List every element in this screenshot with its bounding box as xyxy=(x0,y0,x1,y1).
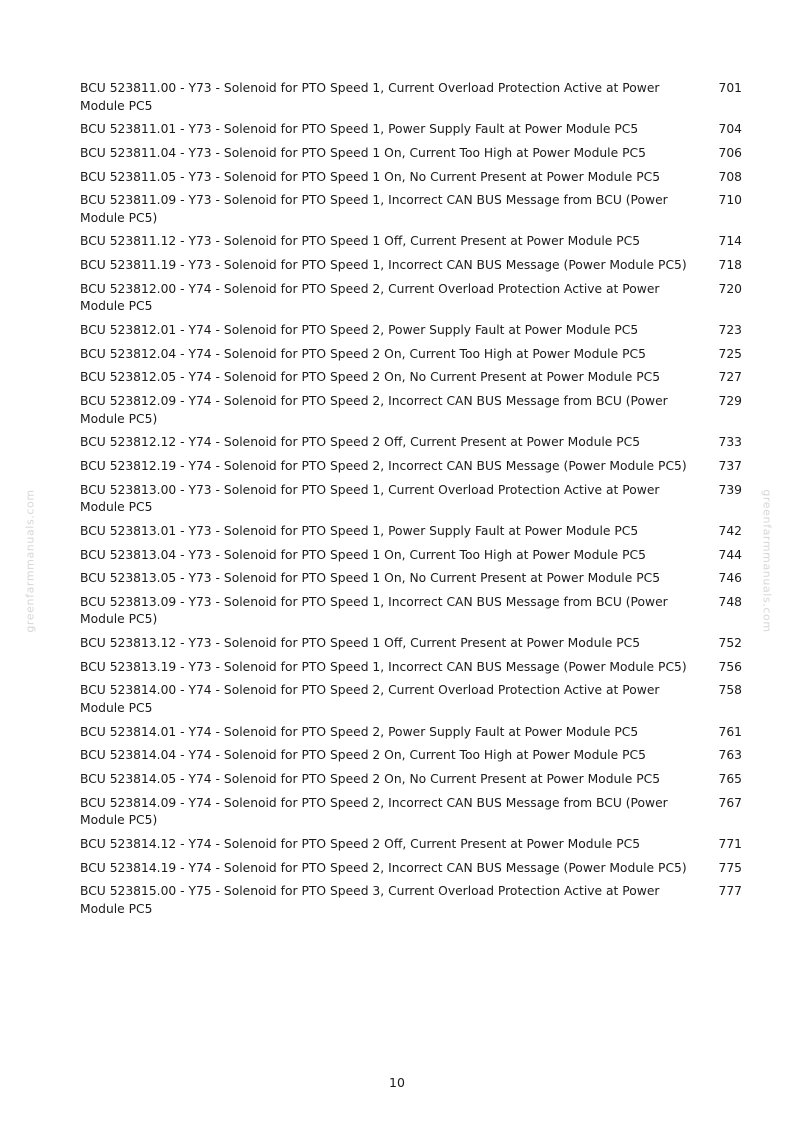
toc-entry-page: 752 xyxy=(718,636,742,651)
toc-entry-title: BCU 523811.04 - Y73 - Solenoid for PTO Speed 1 On, Current Too High at Power Module PC5 xyxy=(80,145,646,160)
toc-entry[interactable] xyxy=(80,145,742,163)
toc-entry-page: 723 xyxy=(718,323,742,337)
toc-entry-page: 708 xyxy=(718,169,742,184)
toc-entry-page: 742 xyxy=(718,523,742,538)
toc-entry-page: 767 xyxy=(718,795,742,810)
toc-entry-page: 720 xyxy=(718,281,742,296)
toc-entry[interactable] xyxy=(80,192,742,227)
toc-entry[interactable] xyxy=(80,80,742,115)
toc-entry-page: 763 xyxy=(718,748,742,763)
toc-entry[interactable] xyxy=(80,434,742,452)
toc-entry-title: BCU 523813.04 - Y73 - Solenoid for PTO Speed 1 On, Current Too High at Power Module PC5 xyxy=(80,547,646,562)
toc-entry-page: 748 xyxy=(718,594,742,609)
toc-entry-page: 727 xyxy=(718,370,742,385)
toc-entry-title: BCU 523812.19 - Y74 - Solenoid for PTO Speed 2, Incorrect CAN BUS Message (Power Module PC5) xyxy=(80,458,687,473)
toc-entry[interactable] xyxy=(80,635,742,653)
toc-entry-title: BCU 523814.00 - Y74 - Solenoid for PTO Speed 2, Current Overload Protection Active at Power Module PC5 xyxy=(80,683,660,715)
toc-entry-title: BCU 523814.09 - Y74 - Solenoid for PTO Speed 2, Incorrect CAN BUS Message from BCU (Power Module PC5) xyxy=(80,795,668,828)
toc-entry[interactable] xyxy=(80,369,742,387)
watermark-left: greenfarmmanuals.com xyxy=(23,489,37,633)
toc-entry[interactable] xyxy=(80,393,742,428)
toc-entry[interactable] xyxy=(80,121,742,139)
toc-entry-page: 758 xyxy=(718,683,742,698)
toc-entry[interactable] xyxy=(80,594,742,629)
toc-entry-title: BCU 523811.12 - Y73 - Solenoid for PTO Speed 1 Off, Current Present at Power Module PC5 xyxy=(80,234,641,249)
toc-entry-page: 718 xyxy=(718,258,742,273)
toc-entry-page: 765 xyxy=(718,772,742,786)
toc-entry-page: 704 xyxy=(718,122,742,137)
toc-entry-page: 744 xyxy=(718,547,742,562)
toc-entry[interactable] xyxy=(80,322,742,340)
toc-entry-page: 775 xyxy=(718,860,742,875)
toc-entry-title: BCU 523815.00 - Y75 - Solenoid for PTO Speed 3, Current Overload Protection Active at Power Module PC5 xyxy=(80,884,660,916)
toc-entry-title: BCU 523814.04 - Y74 - Solenoid for PTO Speed 2 On, Current Too High at Power Module PC5 xyxy=(80,748,646,763)
toc-entry-page: 706 xyxy=(718,145,742,160)
toc-entry[interactable] xyxy=(80,747,742,765)
toc-entry-title: BCU 523814.12 - Y74 - Solenoid for PTO Speed 2 Off, Current Present at Power Module PC5 xyxy=(80,836,641,851)
toc-entry-title: BCU 523812.04 - Y74 - Solenoid for PTO Speed 2 On, Current Too High at Power Module PC5 xyxy=(80,346,646,361)
toc-entry-title: BCU 523811.05 - Y73 - Solenoid for PTO Speed 1 On, No Current Present at Power Module PC5 xyxy=(80,169,661,184)
toc-entry-title: BCU 523811.00 - Y73 - Solenoid for PTO Speed 1, Current Overload Protection Active at Power Module PC5 xyxy=(80,81,660,113)
toc-entry-title: BCU 523813.00 - Y73 - Solenoid for PTO Speed 1, Current Overload Protection Active at Power Module PC5 xyxy=(80,482,660,515)
toc-entry-title: BCU 523814.01 - Y74 - Solenoid for PTO Speed 2, Power Supply Fault at Power Module PC5 xyxy=(80,724,639,739)
toc-entry-title: BCU 523813.05 - Y73 - Solenoid for PTO Speed 1 On, No Current Present at Power Module PC5 xyxy=(80,571,661,586)
toc-entry-title: BCU 523813.01 - Y73 - Solenoid for PTO Speed 1, Power Supply Fault at Power Module PC5 xyxy=(80,523,639,538)
toc-entry[interactable] xyxy=(80,547,742,565)
toc-entry-title: BCU 523811.09 - Y73 - Solenoid for PTO Speed 1, Incorrect CAN BUS Message from BCU (Power Module PC5) xyxy=(80,193,668,225)
toc-entry-title: BCU 523814.19 - Y74 - Solenoid for PTO Speed 2, Incorrect CAN BUS Message (Power Module PC5) xyxy=(80,860,687,875)
toc-entry[interactable] xyxy=(80,281,742,316)
toc-entry[interactable] xyxy=(80,836,742,854)
toc-entry-title: BCU 523812.01 - Y74 - Solenoid for PTO Speed 2, Power Supply Fault at Power Module PC5 xyxy=(80,323,639,337)
toc-entry[interactable] xyxy=(80,346,742,364)
toc-entry[interactable] xyxy=(80,771,742,789)
toc-entry[interactable] xyxy=(80,860,742,878)
toc-entry[interactable] xyxy=(80,257,742,275)
toc-entry-title: BCU 523812.09 - Y74 - Solenoid for PTO Speed 2, Incorrect CAN BUS Message from BCU (Power Module PC5) xyxy=(80,394,668,426)
toc-entry[interactable] xyxy=(80,570,742,588)
toc-entry[interactable] xyxy=(80,682,742,717)
toc-entry-page: 733 xyxy=(718,435,742,450)
toc-entry-title: BCU 523812.05 - Y74 - Solenoid for PTO Speed 2 On, No Current Present at Power Module PC5 xyxy=(80,370,661,385)
toc-entry[interactable] xyxy=(80,724,742,742)
toc-entry-title: BCU 523811.01 - Y73 - Solenoid for PTO Speed 1, Power Supply Fault at Power Module PC5 xyxy=(80,122,639,137)
toc-entry[interactable] xyxy=(80,883,742,918)
toc-entry-page: 725 xyxy=(718,346,742,361)
toc-entry-title: BCU 523812.00 - Y74 - Solenoid for PTO Speed 2, Current Overload Protection Active at Power Module PC5 xyxy=(80,281,660,314)
toc-entry-title: BCU 523813.12 - Y73 - Solenoid for PTO Speed 1 Off, Current Present at Power Module PC5 xyxy=(80,636,641,651)
toc-entry[interactable] xyxy=(80,169,742,187)
toc-entry-title: BCU 523814.05 - Y74 - Solenoid for PTO Speed 2 On, No Current Present at Power Module PC5 xyxy=(80,772,661,786)
toc-entry-page: 777 xyxy=(718,884,742,899)
toc-entry[interactable] xyxy=(80,659,742,677)
toc-entry[interactable] xyxy=(80,458,742,476)
toc-entry-page: 739 xyxy=(718,482,742,497)
toc-entry-page: 746 xyxy=(718,571,742,586)
page-number: 10 xyxy=(389,1075,405,1090)
toc-entry-page: 756 xyxy=(718,659,742,674)
toc-entry-title: BCU 523813.09 - Y73 - Solenoid for PTO Speed 1, Incorrect CAN BUS Message from BCU (Power Module PC5) xyxy=(80,594,668,627)
toc-entry-page: 737 xyxy=(718,458,742,473)
toc-entry[interactable] xyxy=(80,482,742,517)
toc-entry-title: BCU 523812.12 - Y74 - Solenoid for PTO Speed 2 Off, Current Present at Power Module PC5 xyxy=(80,435,641,450)
toc-entry-page: 714 xyxy=(718,234,742,249)
toc-entry-title: BCU 523811.19 - Y73 - Solenoid for PTO Speed 1, Incorrect CAN BUS Message (Power Module PC5) xyxy=(80,258,687,273)
toc-entry[interactable] xyxy=(80,523,742,541)
toc-entry-page: 710 xyxy=(718,193,742,208)
toc-entry-page: 701 xyxy=(718,81,742,95)
table-of-contents xyxy=(80,80,742,924)
toc-entry-title: BCU 523813.19 - Y73 - Solenoid for PTO Speed 1, Incorrect CAN BUS Message (Power Module PC5) xyxy=(80,659,687,674)
toc-entry-page: 771 xyxy=(718,836,742,851)
toc-entry[interactable] xyxy=(80,233,742,251)
toc-entry-page: 761 xyxy=(718,724,742,739)
watermark-right: greenfarmmanuals.com xyxy=(760,489,774,633)
toc-entry-page: 729 xyxy=(718,394,742,409)
toc-entry[interactable] xyxy=(80,795,742,830)
